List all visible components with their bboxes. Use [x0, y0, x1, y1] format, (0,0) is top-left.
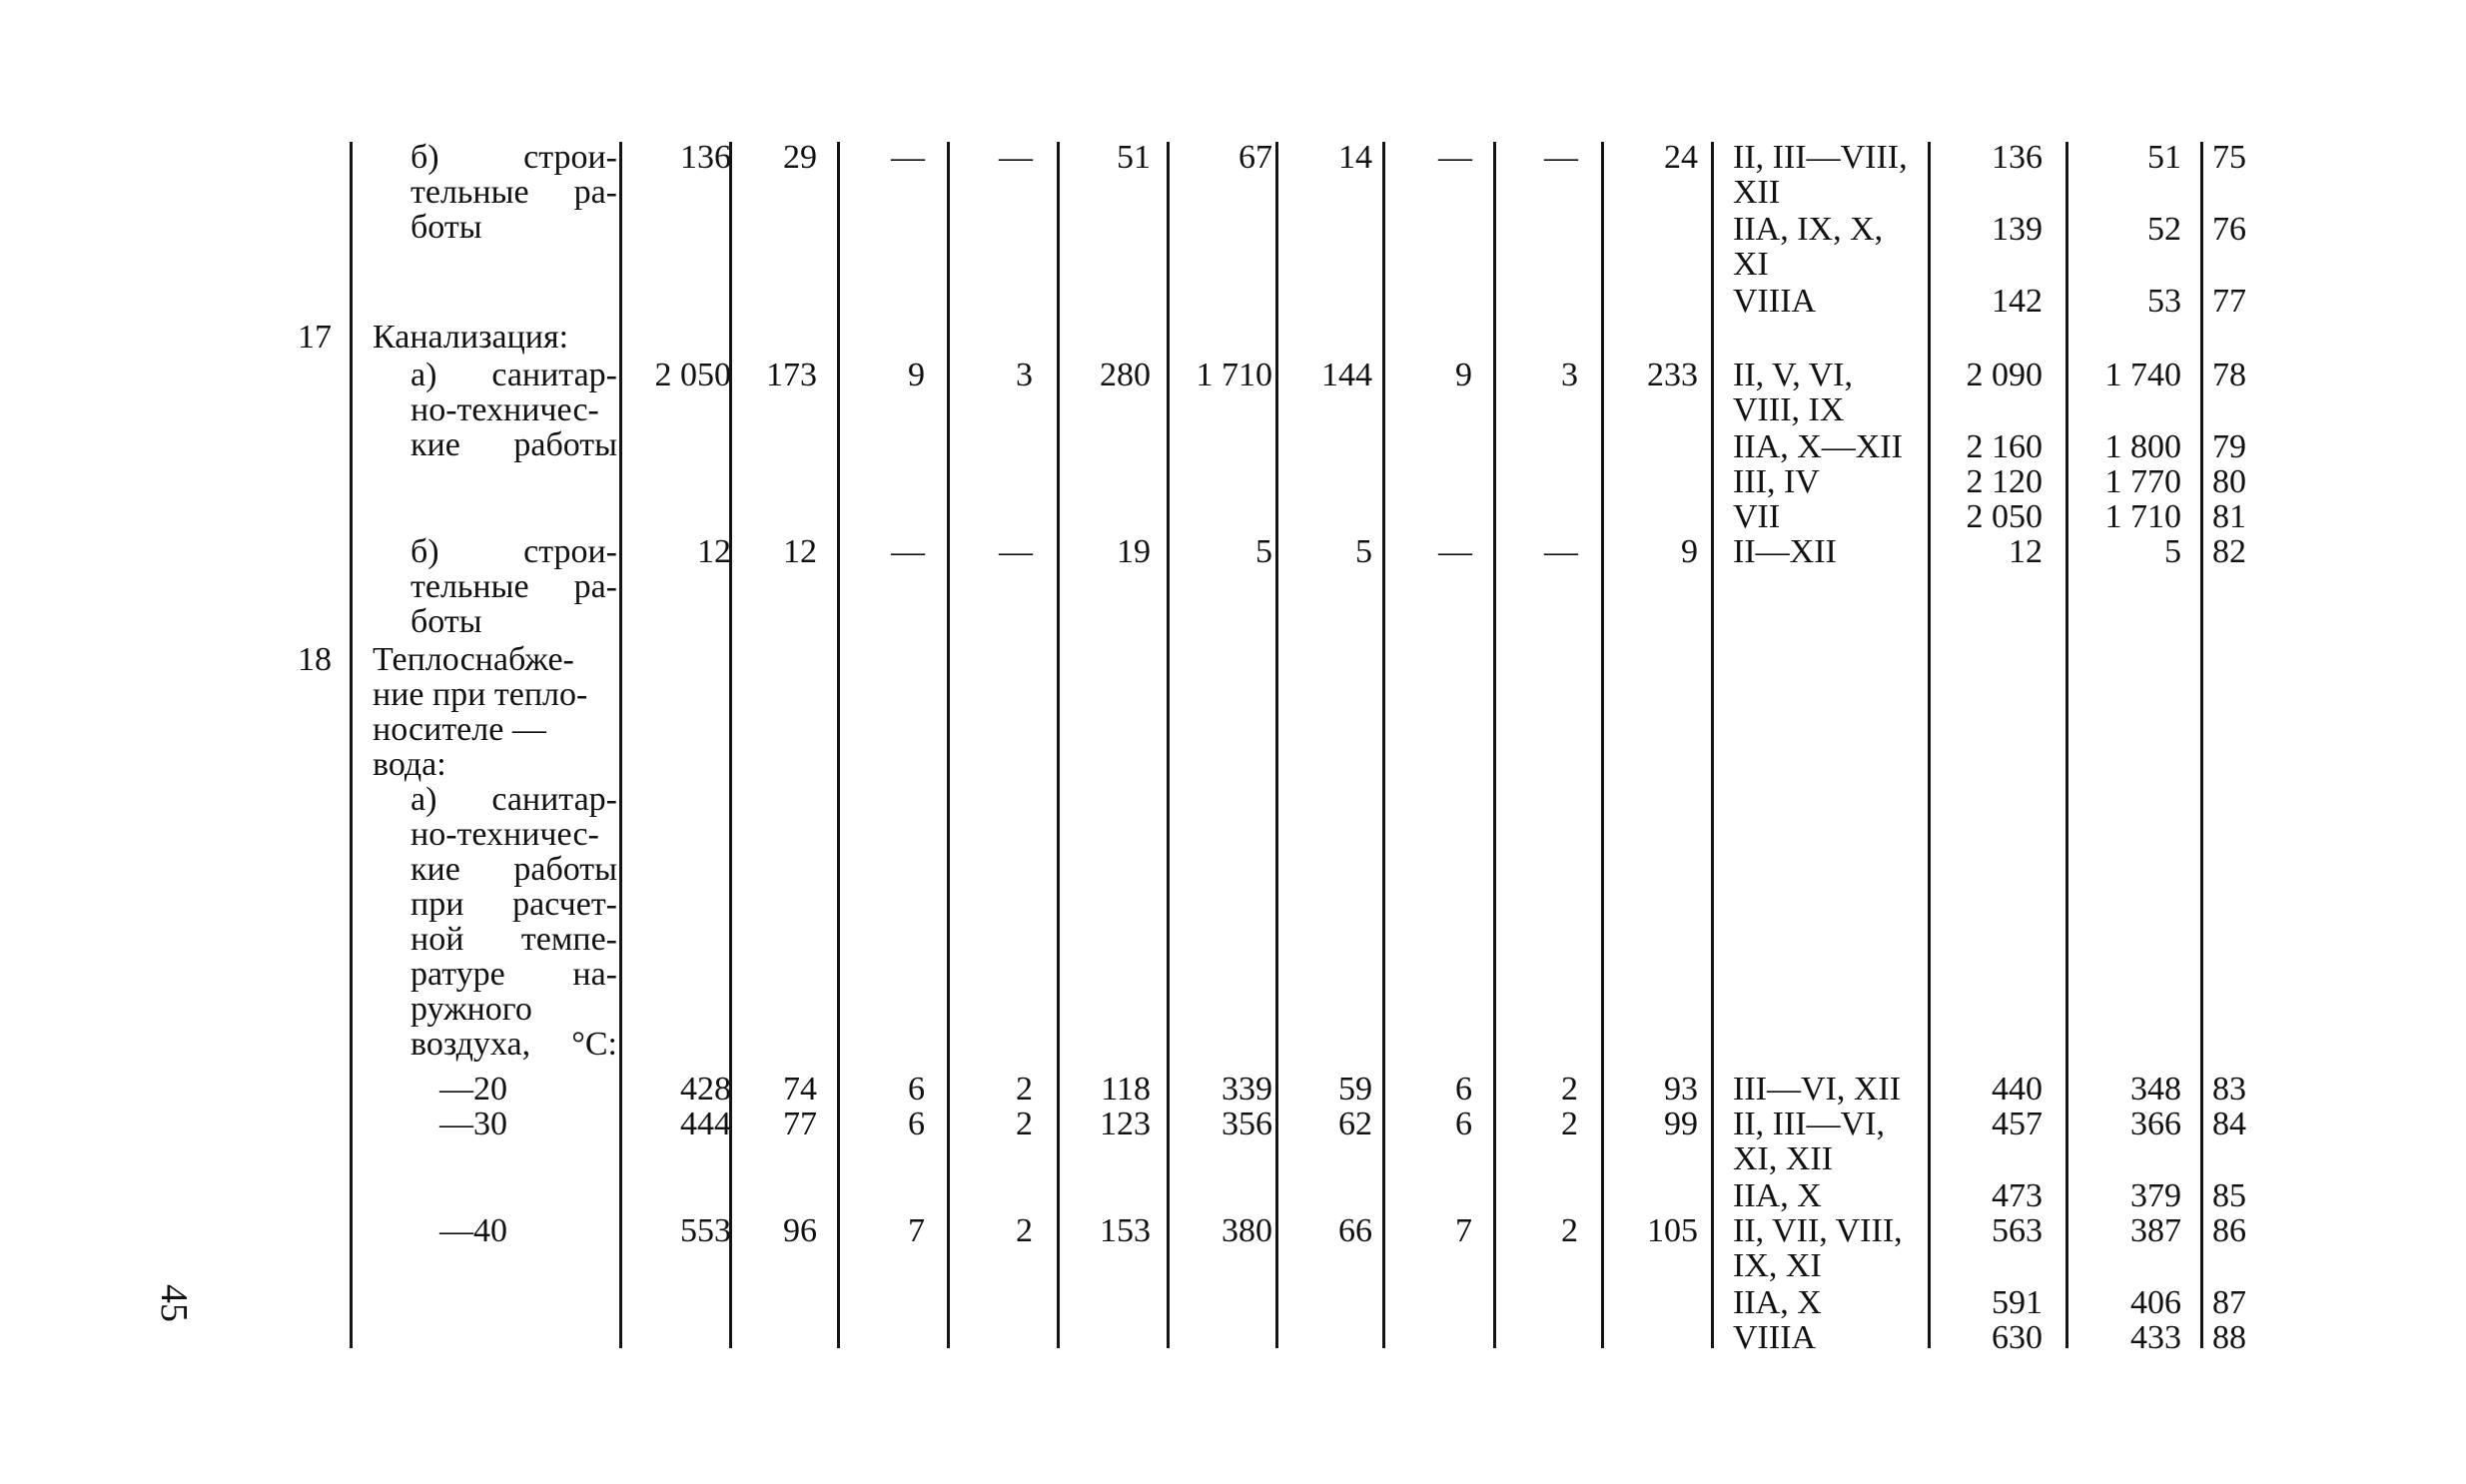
row-description: б) строи-: [411, 533, 617, 570]
row-code: 83: [2212, 1071, 2246, 1108]
region-list: III—VI, XII: [1733, 1071, 1902, 1108]
row-code: 82: [2212, 533, 2246, 570]
value-cell: 136: [680, 139, 731, 176]
row-description: —40: [439, 1212, 507, 1249]
row-description: а) санитар-: [411, 781, 617, 818]
value-cell: 118: [1101, 1071, 1151, 1108]
page-number: 45: [153, 1284, 195, 1322]
region-value: 2 090: [1966, 357, 2043, 393]
region-list: VIIIA: [1733, 283, 1817, 320]
row-code: 78: [2212, 357, 2246, 393]
region-value: 52: [2147, 211, 2181, 248]
value-cell: 99: [1664, 1106, 1698, 1142]
value-cell: 5: [1355, 533, 1372, 570]
value-cell: —: [1544, 533, 1578, 570]
region-value: 473: [1992, 1177, 2043, 1214]
value-cell: —: [891, 533, 925, 570]
region-list: IX, XI: [1733, 1247, 1822, 1284]
value-cell: 9: [1455, 357, 1472, 393]
value-cell: 2: [1016, 1212, 1033, 1249]
row-description: а) санитар-: [411, 357, 617, 393]
row-code: 76: [2212, 211, 2246, 248]
region-value: 136: [1992, 139, 2043, 176]
value-cell: 144: [1321, 357, 1372, 393]
region-list: VIII, IX: [1733, 391, 1845, 428]
row-description: при расчет-: [411, 886, 617, 923]
region-list: IIA, X: [1733, 1177, 1822, 1214]
value-cell: 51: [1117, 139, 1151, 176]
row-description: кие работы: [411, 426, 617, 463]
value-cell: 1 710: [1196, 357, 1272, 393]
column-divider: [1057, 142, 1060, 1348]
value-cell: —: [1438, 139, 1472, 176]
row-description: тельные ра-: [411, 568, 617, 605]
region-value: 348: [2130, 1071, 2181, 1108]
value-cell: 3: [1561, 357, 1578, 393]
row-code: 85: [2212, 1177, 2246, 1214]
row-code: 79: [2212, 428, 2246, 465]
region-value: 2 120: [1966, 463, 2043, 500]
value-cell: 66: [1338, 1212, 1372, 1249]
region-value: 53: [2147, 283, 2181, 320]
value-cell: 173: [766, 357, 817, 393]
region-value: 1 770: [2104, 463, 2181, 500]
value-cell: 2: [1016, 1106, 1033, 1142]
column-divider: [1711, 142, 1714, 1348]
value-cell: —: [1438, 533, 1472, 570]
region-list: XI, XII: [1733, 1140, 1834, 1177]
row-description: ной темпе-: [411, 921, 617, 958]
column-divider: [1167, 142, 1170, 1348]
row-code: 81: [2212, 498, 2246, 535]
region-value: 51: [2147, 139, 2181, 176]
value-cell: 2: [1561, 1106, 1578, 1142]
region-list: II, V, VI,: [1733, 357, 1853, 393]
region-list: IIA, X: [1733, 1284, 1822, 1321]
region-list: VII: [1733, 498, 1781, 535]
row-code: 84: [2212, 1106, 2246, 1142]
region-value: 591: [1992, 1284, 2043, 1321]
row-description: ратуре на-: [411, 956, 617, 993]
value-cell: 2 050: [654, 357, 731, 393]
value-cell: 93: [1664, 1071, 1698, 1108]
value-cell: 62: [1338, 1106, 1372, 1142]
row-code: 87: [2212, 1284, 2246, 1321]
value-cell: 6: [908, 1106, 925, 1142]
region-value: 563: [1992, 1212, 2043, 1249]
row-description: боты: [411, 209, 482, 246]
value-cell: 7: [1455, 1212, 1472, 1249]
column-divider: [1928, 142, 1931, 1348]
column-divider: [729, 142, 732, 1348]
region-value: 379: [2130, 1177, 2181, 1214]
region-value: 433: [2130, 1319, 2181, 1356]
region-list: II, III—VI,: [1733, 1106, 1885, 1142]
value-cell: 380: [1222, 1212, 1272, 1249]
column-divider: [837, 142, 840, 1348]
column-divider: [1382, 142, 1385, 1348]
region-value: 142: [1992, 283, 2043, 320]
value-cell: 9: [1681, 533, 1698, 570]
region-list: IIA, X—XII: [1733, 428, 1903, 465]
value-cell: 74: [783, 1071, 817, 1108]
value-cell: —: [999, 139, 1033, 176]
row-code: 80: [2212, 463, 2246, 500]
row-description: но-техничес-: [411, 816, 599, 853]
column-divider: [1493, 142, 1496, 1348]
value-cell: 59: [1338, 1071, 1372, 1108]
region-value: 139: [1992, 211, 2043, 248]
value-cell: —: [1544, 139, 1578, 176]
row-description: ружного: [411, 991, 532, 1028]
row-description: воздуха, °C:: [411, 1026, 617, 1063]
row-number: 18: [298, 641, 332, 678]
value-cell: 6: [1455, 1071, 1472, 1108]
row-code: 86: [2212, 1212, 2246, 1249]
value-cell: 123: [1100, 1106, 1151, 1142]
region-list: III, IV: [1733, 463, 1820, 500]
column-divider: [619, 142, 622, 1348]
region-list: II, III—VIII,: [1733, 139, 1908, 176]
column-divider: [1601, 142, 1604, 1348]
column-divider: [1275, 142, 1278, 1348]
value-cell: 105: [1647, 1212, 1698, 1249]
row-description: вода:: [373, 746, 446, 783]
value-cell: 9: [908, 357, 925, 393]
region-value: 387: [2130, 1212, 2181, 1249]
region-value: 5: [2164, 533, 2181, 570]
value-cell: 444: [680, 1106, 731, 1142]
region-value: 630: [1992, 1319, 2043, 1356]
row-description: —30: [439, 1106, 507, 1142]
row-code: 88: [2212, 1319, 2246, 1356]
row-description: Теплоснабже-: [373, 641, 574, 678]
region-list: VIIIA: [1733, 1319, 1817, 1356]
value-cell: 24: [1664, 139, 1698, 176]
row-description: боты: [411, 603, 482, 640]
value-cell: 5: [1255, 533, 1272, 570]
value-cell: 67: [1238, 139, 1272, 176]
value-cell: 2: [1561, 1071, 1578, 1108]
region-value: 440: [1992, 1071, 2043, 1108]
row-description: кие работы: [411, 851, 617, 888]
row-number: 17: [298, 319, 332, 356]
region-value: 1 710: [2104, 498, 2181, 535]
value-cell: 96: [783, 1212, 817, 1249]
value-cell: 2: [1016, 1071, 1033, 1108]
value-cell: —: [999, 533, 1033, 570]
row-description: ние при тепло-: [373, 676, 588, 713]
row-description: Канализация:: [373, 319, 569, 356]
row-description: носителе —: [373, 711, 546, 748]
value-cell: —: [891, 139, 925, 176]
value-cell: 553: [680, 1212, 731, 1249]
value-cell: 356: [1222, 1106, 1272, 1142]
value-cell: 77: [783, 1106, 817, 1142]
column-divider: [2065, 142, 2068, 1348]
region-value: 1 740: [2104, 357, 2181, 393]
value-cell: 280: [1100, 357, 1151, 393]
region-list: II, VII, VIII,: [1733, 1212, 1903, 1249]
column-divider: [350, 142, 353, 1348]
region-list: IIA, IX, X,: [1733, 211, 1884, 248]
value-cell: 3: [1016, 357, 1033, 393]
region-value: 1 800: [2104, 428, 2181, 465]
value-cell: 14: [1338, 139, 1372, 176]
value-cell: 7: [908, 1212, 925, 1249]
value-cell: 233: [1647, 357, 1698, 393]
column-divider: [947, 142, 950, 1348]
region-value: 2 160: [1966, 428, 2043, 465]
value-cell: 339: [1222, 1071, 1272, 1108]
column-divider: [2200, 142, 2203, 1348]
region-value: 366: [2130, 1106, 2181, 1142]
region-value: 406: [2130, 1284, 2181, 1321]
region-list: XI: [1733, 246, 1769, 283]
row-description: тельные ра-: [411, 174, 617, 211]
value-cell: 6: [908, 1071, 925, 1108]
value-cell: 19: [1117, 533, 1151, 570]
value-cell: 6: [1455, 1106, 1472, 1142]
row-description: б) строи-: [411, 139, 617, 176]
value-cell: 12: [783, 533, 817, 570]
row-code: 77: [2212, 283, 2246, 320]
region-value: 12: [2009, 533, 2043, 570]
value-cell: 428: [680, 1071, 731, 1108]
region-value: 457: [1992, 1106, 2043, 1142]
region-list: XII: [1733, 174, 1781, 211]
region-value: 2 050: [1966, 498, 2043, 535]
row-description: —20: [439, 1071, 507, 1108]
region-list: II—XII: [1733, 533, 1837, 570]
value-cell: 12: [697, 533, 731, 570]
value-cell: 2: [1561, 1212, 1578, 1249]
row-code: 75: [2212, 139, 2246, 176]
value-cell: 153: [1100, 1212, 1151, 1249]
row-description: но-техничес-: [411, 391, 599, 428]
value-cell: 29: [783, 139, 817, 176]
